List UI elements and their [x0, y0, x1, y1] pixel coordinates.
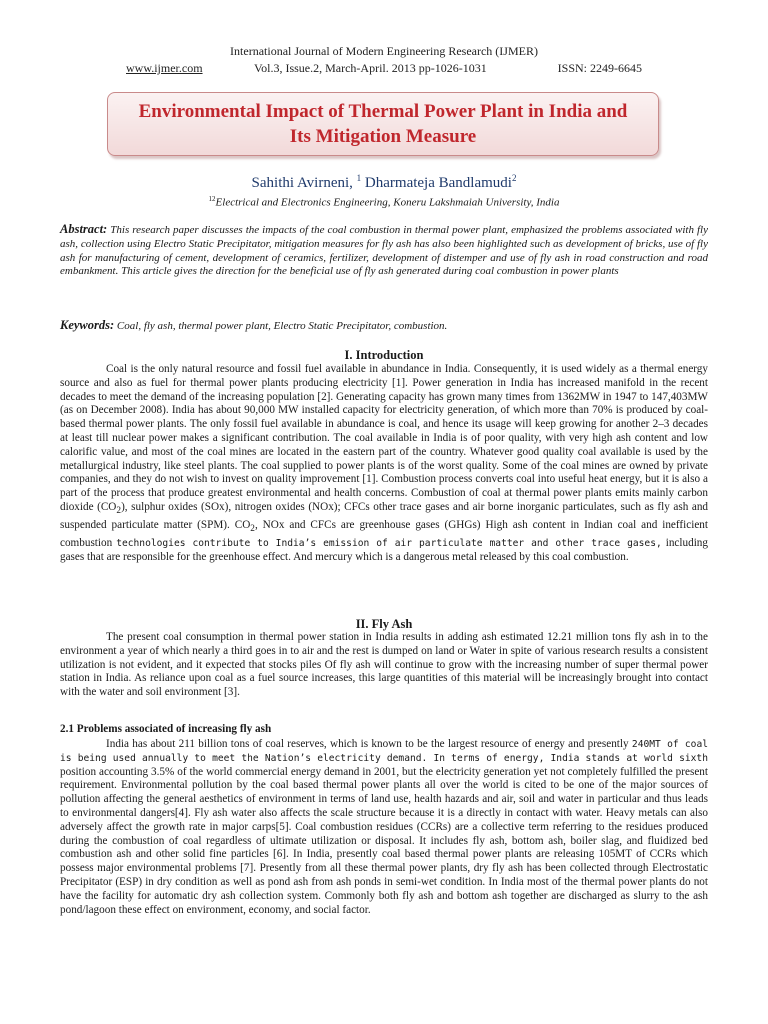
- intro-subscript-a: 2: [116, 506, 122, 517]
- fly-ash-paragraph: The present coal consumption in thermal power station in India results in adding ash estimated 12.21 million tons fly ash in to the environment a year of which nearly a third goes in to air and the rest is dumped on land or Water in spite of various research results a consistent utilization is not evident, and it expected that stocks piles Of fly ash will continue to grow with the increasing number of super thermal power station in India. As reliance upon coal as a fuel source increases, this large quantities of this material will be increasingly brought into contact with the water and soil environment [3].: [60, 631, 708, 699]
- affiliation: [0, 195, 768, 209]
- journal-url-link[interactable]: www.ijmer.com: [126, 61, 203, 75]
- abstract: [60, 223, 708, 279]
- keywords-label: Keywords:: [60, 318, 115, 332]
- paper-title: [108, 99, 658, 149]
- journal-name: International Journal of Modern Engineering Research (IJMER): [230, 44, 538, 58]
- affiliation-text: Electrical and Electronics Engineering, Koneru Lakshmaiah University, India: [215, 196, 560, 209]
- author-1-sup: 1: [356, 173, 362, 183]
- title-line-2: Its Mitigation Measure: [289, 126, 477, 147]
- author-list: [0, 173, 768, 192]
- abstract-label: Abstract:: [60, 222, 108, 236]
- introduction-paragraph: [60, 363, 708, 565]
- intro-text-c: , NOx and CFCs are greenhouse gases (GHGs) High ash content in Indian coal and inefficient combustion: [60, 519, 708, 550]
- title-box: [107, 92, 659, 156]
- journal-volume: Vol.3, Issue.2, March-April. 2013 pp-1026-1031: [254, 61, 487, 75]
- problems-paragraph: [60, 738, 708, 917]
- affiliation-sup: 12: [208, 195, 216, 203]
- intro-text-a: Coal is the only natural resource and fossil fuel available in abundance in India. Consequently, it is used widely as a thermal energy source and also as fuel for thermal power plants producing electricity [1]. Power generation in India has increased manifold in the recent decades to meet the demand of the increasing population [2]. Generating capacity has grown many times from 1362MW in 1947 to 147,403MW (as on December 2008). India has about 90,000 MW installed capacity for electricity generation, of which more than 70% is produced by coal- based thermal power plants. The only fossil fuel available in abundance is coal, and hence its usage will keep growing for another 2–3 decades at least till nuclear power makes a significant contribution. The coal available in India is of poor quality, with very high ash content and low calorific value, and most of the coal mines are located in the eastern part of the country. Whatever good quality coal available is used by the metallurgical industry, like steel plants. The coal supplied to power plants is of the worst quality. Some of the coal mines are owned by private companies, and they do not wish to invest on quality improvement [1]. Combustion process converts coal into useful heat energy, but it is also a part of the process that produce greatest environmental and health concerns. Combustion of coal at thermal power plants emits mainly carbon dioxide (CO: [60, 363, 708, 513]
- author-1: Sahithi Avirneni,: [251, 175, 357, 191]
- keywords-text: Coal, fly ash, thermal power plant, Electro Static Precipitator, combustion.: [114, 320, 448, 332]
- subsection-heading-2-1: 2.1 Problems associated of increasing fly ash: [60, 723, 272, 735]
- author-2: Dharmateja Bandlamudi: [361, 175, 512, 191]
- intro-text-b: ), sulphur oxides (SOx), nitrogen oxides (NOx); CFCs other trace gases and air borne inorganic particulates, such as fly ash and suspended particulate matter (SPM). CO: [60, 500, 709, 531]
- intro-text-d: including gases that are responsible for the greenhouse effect. And mercury which is a dangerous metal released by this coal combustion.: [60, 537, 708, 563]
- abstract-text: This research paper discusses the impacts of the coal combustion in thermal power plant, emphasized the problems associated with fly ash, collection using Electro Static Precipitator, mitigation measures for fly ash has also been highlighted such as development of bricks, use of fly ash for manufacturing of cement, development of ceramics, fertilizer, development of distemper and use of fly ash in road construction and road embankment. This article gives the direction for the beneficial use of fly ash generated during coal combustion in power plants: [60, 224, 708, 278]
- problems-text-b: position accounting 3.5% of the world commercial energy demand in 2001, but the electricity generation yet not completely fulfilled the present requirement. Environmental pollution by the coal based thermal power plants all over the world is cited to be one of the major sources of pollution affecting the general aesthetics of environment in terms of land use, health hazards and air, soil and water in particular and thus leads to environmental dangers[4]. Fly ash water also affects the scale structure because it is a directly in contact with water. Heavy metals can also adversely affect the growth rate in major carps[5]. Coal combustion residues (CCRs) are a collective term referring to the residues produced during the combustion of coal regardless of ultimate utilization or disposal. It includes fly ash, bottom ash, boiler slag, and fluidized bed combustion ash and other solid fine particles [6]. In India, presently coal based thermal power plants are releasing 105MT of CCRs which possess major environmental problems [7]. Presently from all these thermal power plants, dry fly ash has been collected through Electrostatic Precipitator (ESP) in dry condition as well as pond ash from ash ponds in semi-wet condition. In India most of the thermal power plants do not have the facility for automatic dry ash collection system. Commonly both fly ash and bottom ash together are discharged as slurry to the ash pond/lagoon these effect on environment, economy, and social factor.: [60, 765, 708, 916]
- title-line-1: Environmental Impact of Thermal Power Plant in India and: [138, 101, 628, 122]
- author-2-sup: 2: [511, 173, 517, 183]
- intro-text-mono: technologies contribute to India’s emission of air particulate matter and other trace gases,: [116, 538, 662, 550]
- journal-issn: ISSN: 2249-6645: [557, 61, 642, 75]
- problems-text-a: India has about 211 billion tons of coal reserves, which is known to be the largest resource of energy and presently: [106, 738, 632, 750]
- intro-subscript-b: 2: [250, 524, 255, 535]
- section-heading-introduction: I. Introduction: [344, 348, 424, 362]
- section-heading-fly-ash: II. Fly Ash: [355, 617, 413, 631]
- problems-text-mono: 240MT of coal is being used annually to meet the Nation’s electricity demand. In terms of energy, India stands at world sixth: [60, 739, 708, 764]
- keywords: [60, 318, 708, 333]
